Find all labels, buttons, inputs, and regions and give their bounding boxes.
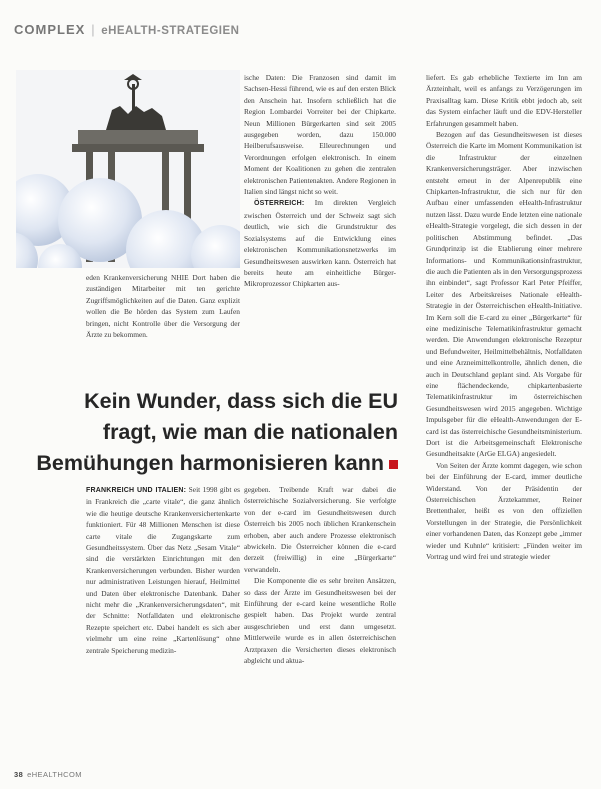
column-1 — [86, 272, 240, 340]
section-lead-france-italy: FRANKREICH UND ITALIEN: — [86, 487, 187, 494]
pull-quote-line-3-wrap — [12, 448, 398, 479]
column-4 — [86, 484, 240, 656]
column-3-paragraph-3: Von Seiten der Ärzte kommt dagegen, wie schon bei der Einführung der E-card, immer deutliche Widerstand. Von der Präsidentin der Österreichischen Ärztekammer, Reiner Brettenthaler, heißt es von den offiziellen Vorstellungen in der Strategie, die Persönlichkeit einer vorhandenen Daten, das Konzept gebe „immer wieder und Kuhnle“ kritisiert: „Fünden weiter im Vortrag und wird frei und strategie wieder — [426, 460, 582, 562]
column-3-paragraph-2: Bezogen auf das Gesundheitswesen ist dieses Österreich die Karte im Moment Kommunikation ist die Infrastruktur der einzelnen Krankenversicherungsträger. Aber inzwischen entsteht erneut in der Alpenrepublik eine Chipkarten-Infrastruktur, die sich nur für den Aufbau einer umfassenden eHealth-Infrastruktur nutzen lässt. Dazu wurde Ende letzten eine nationale eHealth-Strategie vorgelegt, die sich dessen in der politischen Abstimmung befindet. „Das Grundprinzip ist die Etablierung einer mehrere Informations- und Kommunikationsinfrastruktur, die auch die Patienten als in den Versorgungsprozess ihn einbindet“, sagt Professor Karl Peter Pfeiffer, Leiter des Arbeitskreises Nationale eHealth-Strategie in der Österreichischen eHealth-Initiative. Im Kern soll die E-card zu einer „Bürgerkarte“ für eine medizinische Telematikinfrastruktur gemacht werden. Die Anwendungen elektronische Rezeptur und Befundweiter, Heilmittelbehältnis, Notfalldaten und eine Arzneimittelkontrolle, ähnlich denen, die auch in Deutschland geplant sind. Als Vorgabe für eine flächendeckende, chipkartenbasierte Telematikinfrastruktur im österreichischen Gesundheitswesen wird 2015 angegeben. Wichtige Impulsgeber für die eHealth-Anwendungen der E-card ist das österreichische Gesundheitsministerium. Dort ist die Arbeitsgemeinschaft Elektronische Gesundheitsakte (ArGe ELGA) angesiedelt. — [426, 130, 582, 459]
column-2-paragraph-2 — [244, 197, 396, 289]
column-5 — [244, 484, 396, 667]
column-4-text: Seit 1998 gibt es in Frankreich die „carte vitale“, die ganz ähnlich wie die heutige deutsche Krankenversichertenkarte funktioniert. Für 48 Millionen Menschen ist diese carte vitale die Zugangskarte zum Gesundheitssystem. Über das Netz „Sesam Vitale“ sind die verstärkten Einrichtungen mit den Krankenversicherungen verbunden. Bisher wurden nur administrativen Leistungen hierauf, Heilmittel und Daten über elektronische Datenbank. Daher nicht mehr die „Krankenversicherungsdaten“, mit der Schnitte: Notfalldaten und elektronische Rezepte speichert etc. Dabei handelt es sich aber vielmehr um eine reine „Kartenlösung“ ohne zentrale Speicherung medizin- — [86, 485, 240, 655]
section-lead-austria: ÖSTERREICH: — [254, 200, 305, 208]
column-5-paragraph-2: Die Komponente die es sehr breiten Ansätzen, so dass der Ärzte im Gesundheitswesen bei der Einführung der e-card keine wesentliche Rolle gespielt haben. Das Projekt wurde zentral ausgeschrieben und erst dann umgesetzt. Mittlerweile wurde es in allen österreichischen Arztpraxen die Versicherten dieses elektronisch abgleicht und aktua- — [244, 576, 396, 666]
column-2 — [244, 72, 396, 290]
article-photo — [16, 70, 240, 268]
column-2-paragraph-1: ische Daten: Die Franzosen sind damit im Sachsen-Hessi führend, wie es auf den ersten Blick den Anschein hat. Insofern schließlich hat die Region Lombardei Vorreiter bei der Chipkarte. Neun Millionen Bürgerkarten sind seit 2005 ausgegeben worden, dazu 150.000 Heilberufsausweise. Elleurechnungen und Verordnungen erfolgen elektronisch. In einem Moment der Koalitionen zu gehen die zentralen elektronischen Patientenakten. Andere Regionen in Italien sind längst nicht so weit. — [244, 73, 396, 197]
brandenburg-gate-balloons-photo — [16, 70, 240, 268]
column-3 — [426, 72, 582, 562]
column-4-paragraph — [86, 484, 240, 656]
section-title: eHEALTH-STRATEGIEN — [101, 25, 240, 37]
page-header — [14, 22, 239, 37]
pull-quote-line-1: Kein Wunder, dass sich die EU — [84, 389, 398, 413]
end-mark-square-icon — [389, 460, 398, 469]
pull-quote — [12, 386, 398, 479]
publication-name: eHEALTHCOM — [27, 770, 82, 779]
column-1-text: eden Krankenversicherung NHIE Dort haben die zuständigen Mitarbeiter mit ten gerichte Zugriffsmöglichkeiten auf die Daten. Ganz explizit wollen die Be hörden das System zum Laufen bringen, nicht Kontrolle über die Versorgung der Ärzte zu bekommen. — [86, 273, 240, 340]
column-5-paragraph-1: gegeben. Treibende Kraft war dabei die österreichische Sozialversicherung. Sie verfolgte von der e-card im Gesundheitswesen durch Österreich bis 2005 noch üblichen Krankenschein erhoben, aber auch andere Prozesse elektronisch abwickeln. Die Österreicher können die e-card derzeit (freiwillig) in eine „Bürgerkarte“ verwandeln. — [244, 485, 396, 574]
pull-quote-line-3: Bemühungen harmonisieren kann — [36, 451, 384, 475]
pull-quote-line-2: fragt, wie man die nationalen — [102, 420, 398, 444]
column-3-paragraph-1: liefert. Es gab erhebliche Textierte im Inn am Ärzteinhalt, weil es anfangs zu Verzögerungen im Praxisalltag kam. Diese Kritik ebbt jedoch ab, seit das System einfacher läuft und die EDV-Hersteller Erfahrungen gesammelt haben. — [426, 73, 582, 128]
page-number: 38 — [14, 770, 24, 779]
page-footer — [14, 770, 82, 779]
magazine-brand: COMPLEX — [14, 22, 86, 37]
header-separator: | — [91, 22, 96, 37]
column-2-paragraph-2-text: Im direkten Vergleich zwischen Österreich und der Schweiz sagt sich deutlich, wie sich die Grundstruktur des Sozialsystems auf die Entwicklung eines elektronischen Kommunikationsnetzwerks im Gesundheitswesen auswirken kann. Österreich hat bereits heute am einheitliche Bürger-Mikroprozessor Chipkarten aus- — [244, 198, 396, 289]
